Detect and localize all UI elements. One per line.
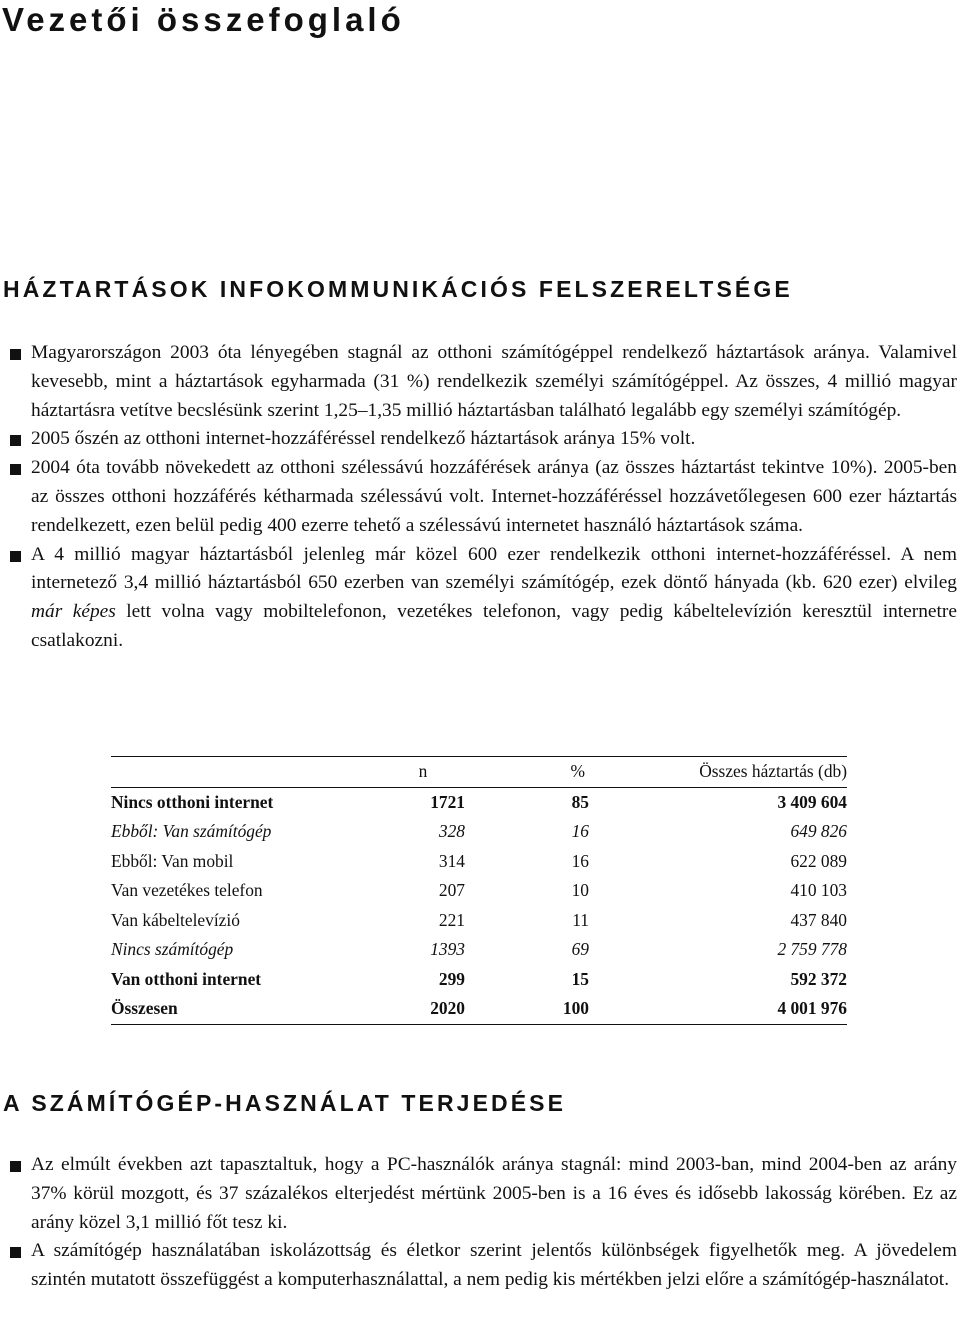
table-row	[111, 847, 847, 877]
row-total: 3 409 604	[777, 791, 847, 812]
bullet-item	[0, 339, 957, 425]
bullet-text: 2005 őszén az otthoni internet-hozzáféréssel rendelkező háztartások aránya 15% volt.	[31, 428, 696, 450]
row-total: 410 103	[790, 880, 847, 900]
table-row	[111, 787, 847, 817]
row-total: 622 089	[790, 850, 847, 871]
table-row	[111, 817, 847, 847]
table-row	[111, 906, 847, 936]
bullet-text: A számítógép használatában iskolázottság és életkor szerint jelentős különbségek figyelhetők meg. A jövedelem szintén mutatott összefüggést a komputerhasználattal, a nem pedig kis mértékben jelzi előre a számítógép-használatot.	[31, 1240, 957, 1291]
bullet-text-emphasis: már képes	[31, 601, 116, 623]
table-header-percent: %	[570, 761, 585, 781]
row-percent: 16	[571, 850, 589, 871]
bullet-item	[0, 541, 957, 656]
row-percent: 69	[571, 939, 589, 959]
bullet-item	[0, 1237, 957, 1295]
square-bullet-icon	[10, 435, 21, 446]
row-n: 2020	[430, 998, 465, 1018]
row-n: 299	[438, 968, 465, 989]
row-percent: 10	[571, 880, 589, 900]
bullet-text: 2004 óta tovább növekedett az otthoni szélessávú hozzáférések aránya (az összes háztartást tekintve 10%). 2005-ben az összes otthoni hozzáférés kétharmada szélessávú volt. Internet-hozzáféréssel hozzávetőlegesen 600 ezer háztartás rendelkezett, ezen belül pedig 400 ezerre tehető a szélessávú internetet használó háztartások száma.	[31, 457, 957, 536]
table-header-total: Összes háztartás (db)	[699, 761, 847, 781]
row-percent: 15	[571, 968, 589, 989]
pc-usage-bullet-list	[0, 1151, 960, 1295]
table-header-row	[111, 757, 847, 788]
page-title: Vezetői összefoglaló	[2, 1, 405, 38]
row-total: 4 001 976	[777, 998, 847, 1018]
table-row	[111, 935, 847, 965]
row-percent: 16	[571, 821, 589, 841]
square-bullet-icon	[10, 464, 21, 475]
row-n: 1721	[430, 791, 465, 812]
household-internet-table	[111, 756, 847, 1025]
row-label: Nincs számítógép	[111, 939, 234, 959]
row-label: Nincs otthoni internet	[111, 791, 274, 812]
row-label: Van otthoni internet	[111, 968, 262, 989]
bullet-item	[0, 1151, 957, 1237]
row-total: 2 759 778	[777, 939, 847, 959]
row-total: 437 840	[790, 909, 847, 930]
row-label: Van kábeltelevízió	[111, 909, 240, 930]
row-n: 207	[438, 880, 465, 900]
bullet-text: Magyarországon 2003 óta lényegében stagnál az otthoni számítógéppel rendelkező háztartások aránya. Valamivel kevesebb, mint a háztartások egyharmada (31 %) rendelkezik személyi számítógéppel. Az összes, 4 millió magyar háztartásra vetítve becslésünk szerint 1,25–1,35 millió háztartásban található legalább egy személyi számítógép.	[31, 342, 957, 421]
row-label: Összesen	[111, 998, 178, 1018]
bullet-text: Az elmúlt években azt tapasztaltuk, hogy a PC-használók aránya stagnál: mind 2003-ban, mind 2004-ben az arány 37% körül mozgott, és 37 százalékos elterjedést mértünk 2005-ben is a 16 éves és idősebb lakosság körében. Ez az arány közel 3,1 millió főt tesz ki.	[31, 1154, 957, 1233]
table-row	[111, 876, 847, 906]
bullet-item	[0, 425, 957, 454]
square-bullet-icon	[10, 1161, 21, 1172]
row-n: 314	[438, 850, 465, 871]
section-heading-household-equipment: HÁZTARTÁSOK INFOKOMMUNIKÁCIÓS FELSZERELTSÉGE	[3, 276, 793, 302]
square-bullet-icon	[10, 349, 21, 360]
bullet-text-part: lett volna vagy mobiltelefonon, vezetékes telefonon, vagy pedig kábeltelevízión keresztül internetre csatlakozni.	[31, 601, 957, 651]
row-n: 1393	[430, 939, 465, 959]
table-header-label	[111, 757, 381, 788]
bullet-text-part: A 4 millió magyar háztartásból jelenleg már közel 600 ezer rendelkezik otthoni internet-hozzáféréssel. A nem internetező 3,4 millió háztartásból 650 ezerben van személyi számítógép, ezek döntő hányada (kb. 620 ezer) elvileg	[31, 543, 957, 594]
bullet-item	[0, 454, 957, 540]
row-n: 221	[438, 909, 465, 930]
row-label: Ebből: Van számítógép	[111, 821, 272, 841]
row-total: 649 826	[790, 821, 847, 841]
row-percent: 100	[562, 998, 589, 1018]
table-row	[111, 994, 847, 1024]
table-row	[111, 965, 847, 995]
square-bullet-icon	[10, 551, 21, 562]
row-label: Ebből: Van mobil	[111, 850, 234, 871]
square-bullet-icon	[10, 1247, 21, 1258]
table-header-n: n	[418, 761, 428, 781]
household-bullet-list	[0, 339, 960, 656]
section-heading-pc-usage: A SZÁMÍTÓGÉP-HASZNÁLAT TERJEDÉSE	[3, 1090, 567, 1116]
row-label: Van vezetékes telefon	[111, 880, 263, 900]
row-percent: 11	[572, 909, 589, 930]
row-n: 328	[438, 821, 465, 841]
row-total: 592 372	[790, 968, 847, 989]
row-percent: 85	[571, 791, 589, 812]
